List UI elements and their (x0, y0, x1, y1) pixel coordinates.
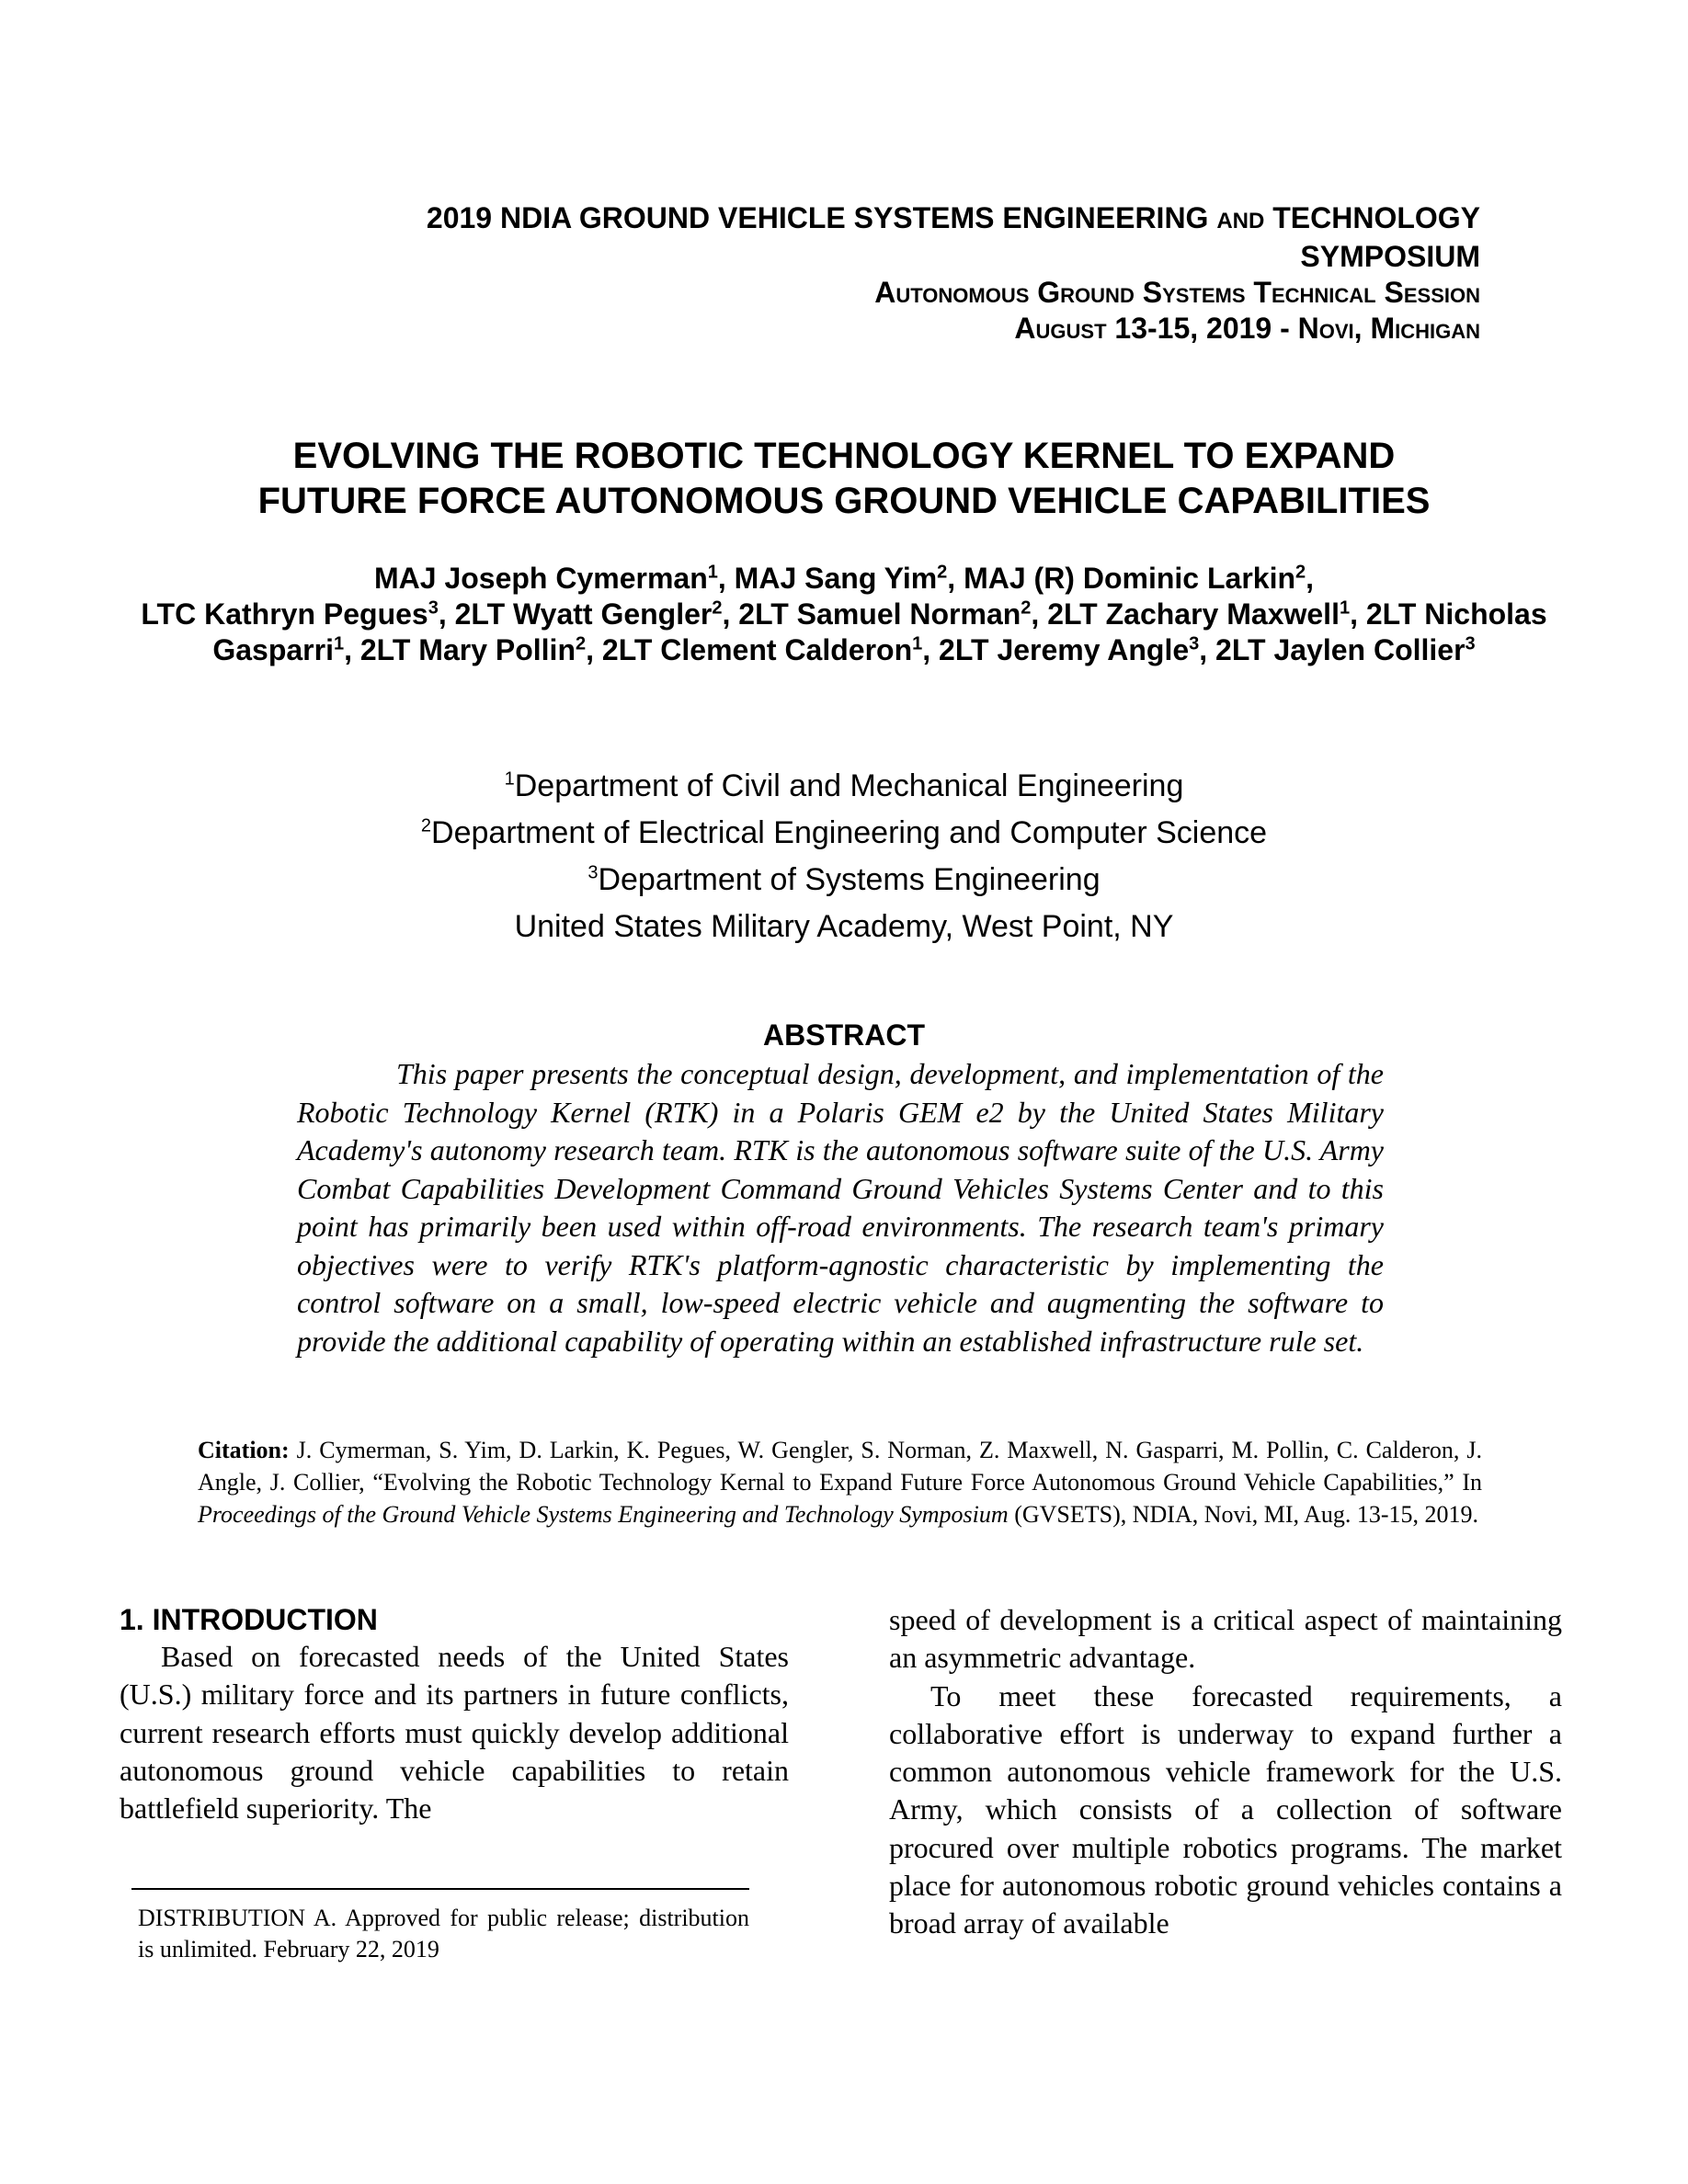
author-9: 2LT Mary Pollin$^2$, (359, 633, 602, 666)
author-12: 2LT Jaylen Collier$^3$ (1215, 633, 1476, 666)
affiliation-institution: United States Military Academy, West Point, NY (514, 909, 1174, 944)
author-5: 2LT Wyatt Gengler$^2$, (454, 597, 739, 631)
author-8: 2LT Nicholas Gasparri$^1$, (212, 597, 1547, 666)
conference-header (184, 200, 1480, 347)
conference-date-place: August 13-15, 2019 - Novi, Michigan (1014, 312, 1480, 345)
abstract-body: This paper presents the conceptual design, development, and implementation of the Robotic Technology Kernel (RTK) in a Polaris GEM e2 by the United States Military Academy's autonomy research team. RTK is the autonomous software suite of the U.S. Army Combat Capabilities Development Command Ground Vehicles Systems Center and to this point has primarily been used within off-road environments. The research team's primary objectives were to verify RTK's platform-agnostic characteristic by implementing the control software on a small, low-speed electric vehicle and augmenting the software to provide the additional capability of operating within an established infrastructure rule set. (297, 1057, 1384, 1358)
author-4: LTC Kathryn Pegues$^3$, (141, 597, 455, 631)
footnote-divider (131, 1888, 749, 1890)
citation-label: Citation: (198, 1437, 290, 1463)
conference-name: 2019 NDIA GROUND VEHICLE SYSTEMS ENGINEERING (426, 201, 1209, 234)
author-list (138, 561, 1550, 668)
paper-title-line1: EVOLVING THE ROBOTIC TECHNOLOGY KERNEL TO EXPAND (292, 436, 1396, 476)
intro-paragraph-2: To meet these forecasted requirements, a collaborative effort is underway to expand further a common autonomous vehicle framework for the U.S. Army, which consists of a collection of software procured over multiple robotics programs. The market place for autonomous robotic ground vehicles contains a broad array of available (889, 1678, 1562, 1940)
citation-authors: J. Cymerman, S. Yim, D. Larkin, K. Pegues, W. Gengler, S. Norman, Z. Maxwell, N. Gasparri, M. Pollin, C. Calderon, J. Angle, J. Collier, “Evolving the Robotic Technology Kernal to Expand Future Force Autonomous Ground Vehicle Capabilities,” In (198, 1437, 1482, 1496)
conference-name-line (184, 200, 1480, 239)
citation-tail: (GVSETS), NDIA, Novi, MI, Aug. 13-15, 2019. (1008, 1501, 1479, 1528)
footnote: DISTRIBUTION A. Approved for public release; distribution is unlimited. February 22, 2019 (138, 1905, 749, 1962)
conference-name-end: TECHNOLOGY (1272, 201, 1480, 234)
conference-symposium: SYMPOSIUM (1300, 240, 1480, 273)
affiliations (138, 763, 1550, 950)
intro-paragraph-1: Based on forecasted needs of the United States (U.S.) military force and its partners in future conflicts, current research efforts must quickly develop additional autonomous ground vehicle capabilities to retain battlefield superiority. The (120, 1640, 789, 1826)
conference-session: Autonomous Ground Systems Technical Session (874, 276, 1480, 309)
author-10: 2LT Clement Calderon$^1$, (601, 633, 940, 666)
affiliation-3: $^3$Department of Systems Engineering (587, 862, 1101, 897)
abstract-heading: ABSTRACT (763, 1018, 925, 1052)
column-left (120, 1601, 789, 1827)
author-11: 2LT Jeremy Angle$^3$, (939, 633, 1216, 666)
paper-title-line2: FUTURE FORCE AUTONOMOUS GROUND VEHICLE CAPABILITIES (257, 481, 1431, 521)
conference-name-and: AND (1216, 209, 1265, 233)
affiliation-1: $^1$Department of Civil and Mechanical Engineering (504, 768, 1184, 803)
author-2: MAJ Sang Yim$^2$, (734, 562, 964, 595)
affiliation-2: $^2$Department of Electrical Engineering and Computer Science (420, 815, 1268, 850)
author-3: MAJ (R) Dominic Larkin$^2$, (964, 562, 1315, 595)
author-1: MAJ Joseph Cymerman$^1$, (373, 562, 735, 595)
author-6: 2LT Samuel Norman$^2$, (738, 597, 1048, 631)
column-right (889, 1601, 1562, 1943)
author-7: 2LT Zachary Maxwell$^1$, (1047, 597, 1366, 631)
intro-paragraph-1-continued: speed of development is a critical aspect of maintaining an asymmetric advantage. (889, 1603, 1562, 1675)
paper-title (138, 434, 1550, 524)
section-heading-introduction: 1. INTRODUCTION (120, 1603, 378, 1636)
citation (198, 1434, 1482, 1530)
citation-venue: Proceedings of the Ground Vehicle Systems Engineering and Technology Symposium (198, 1501, 1009, 1528)
